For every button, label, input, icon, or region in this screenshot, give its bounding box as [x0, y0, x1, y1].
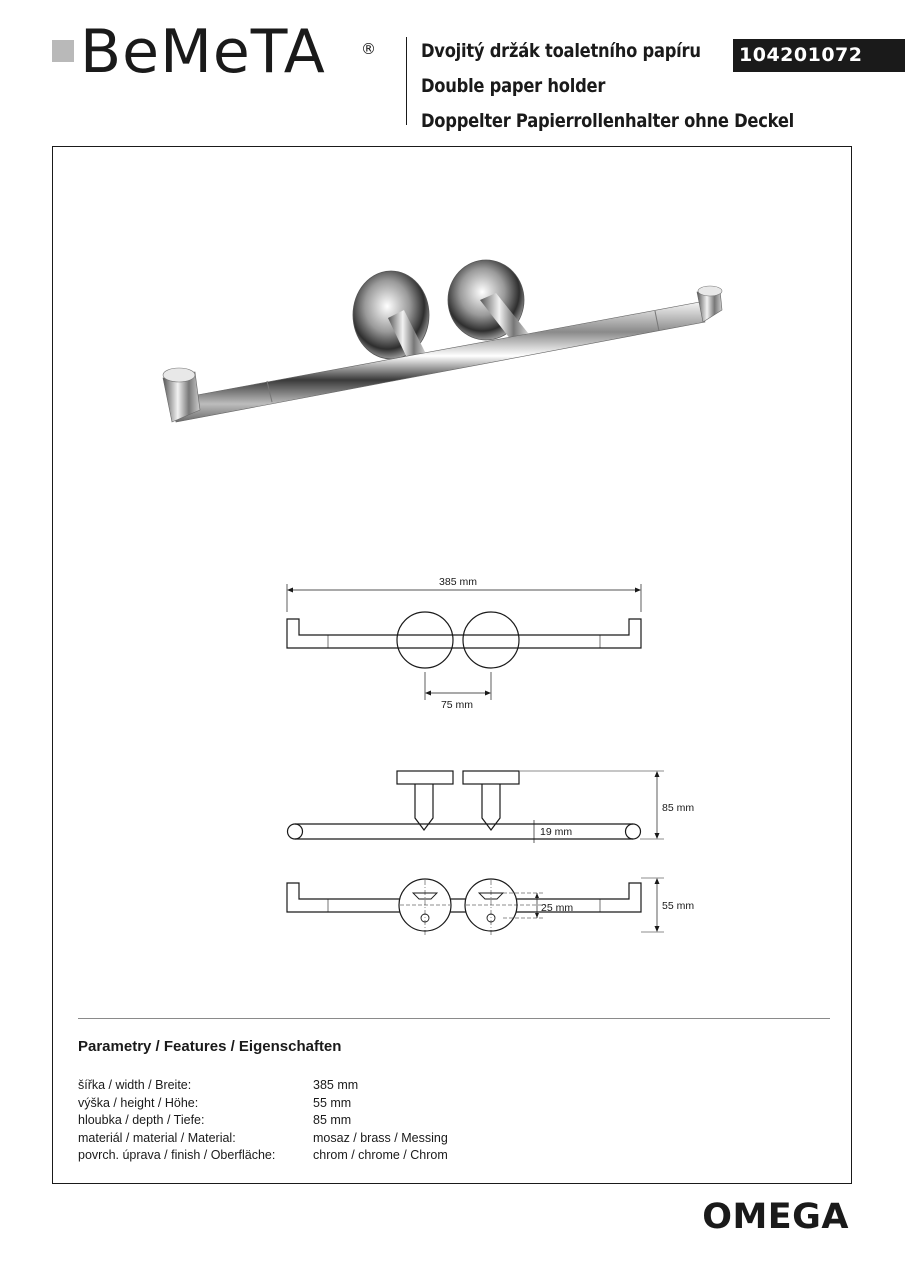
product-code: 104201072: [733, 39, 905, 72]
top-view-drawing: [288, 771, 665, 843]
features-divider: [78, 1018, 830, 1019]
spec-value: 385 mm: [313, 1078, 359, 1092]
spec-value: 85 mm: [313, 1113, 352, 1127]
dim-depth-label: 85 mm: [662, 802, 695, 814]
spec-label: šířka / width / Breite:: [78, 1078, 192, 1092]
dim-bar-label: 19 mm: [540, 826, 573, 838]
spec-row-depth: [78, 1112, 498, 1130]
spec-table: [78, 1077, 498, 1165]
spec-row-material: [78, 1130, 498, 1148]
spec-value: 55 mm: [313, 1095, 352, 1110]
spec-label: materiál / material / Material:: [78, 1130, 236, 1145]
spec-row-finish: [78, 1147, 498, 1165]
title-en: Double paper holder: [421, 75, 606, 97]
title-de: Doppelter Papierrollenhalter ohne Deckel: [421, 110, 794, 132]
dim-flange-label: 25 mm: [541, 902, 574, 914]
spec-label: výška / height / Höhe:: [78, 1095, 199, 1110]
spec-label: hloubka / depth / Tiefe:: [78, 1113, 205, 1127]
spec-row-width: [78, 1077, 498, 1095]
title-cz: Dvojitý držák toaletního papíru: [421, 40, 701, 62]
spec-value: chrom / chrome / Chrom: [313, 1148, 448, 1162]
product-photo: [163, 260, 722, 422]
series-name: OMEGA: [702, 1197, 849, 1237]
spec-row-height: [78, 1095, 498, 1113]
dim-spacing-label: 75 mm: [440, 699, 474, 711]
spec-label: povrch. úprava / finish / Oberfläche:: [78, 1148, 276, 1162]
rear-view-drawing: [287, 878, 664, 935]
dim-height-label: 55 mm: [662, 900, 695, 912]
front-view-drawing: [287, 584, 641, 700]
dim-width-label: 385 mm: [439, 576, 477, 588]
registered-mark: ®: [361, 40, 376, 58]
features-heading: Parametry / Features / Eigenschaften: [78, 1038, 342, 1055]
spec-value: mosaz / brass / Messing: [313, 1130, 448, 1145]
brand-logo: BeMeTA: [80, 17, 326, 87]
